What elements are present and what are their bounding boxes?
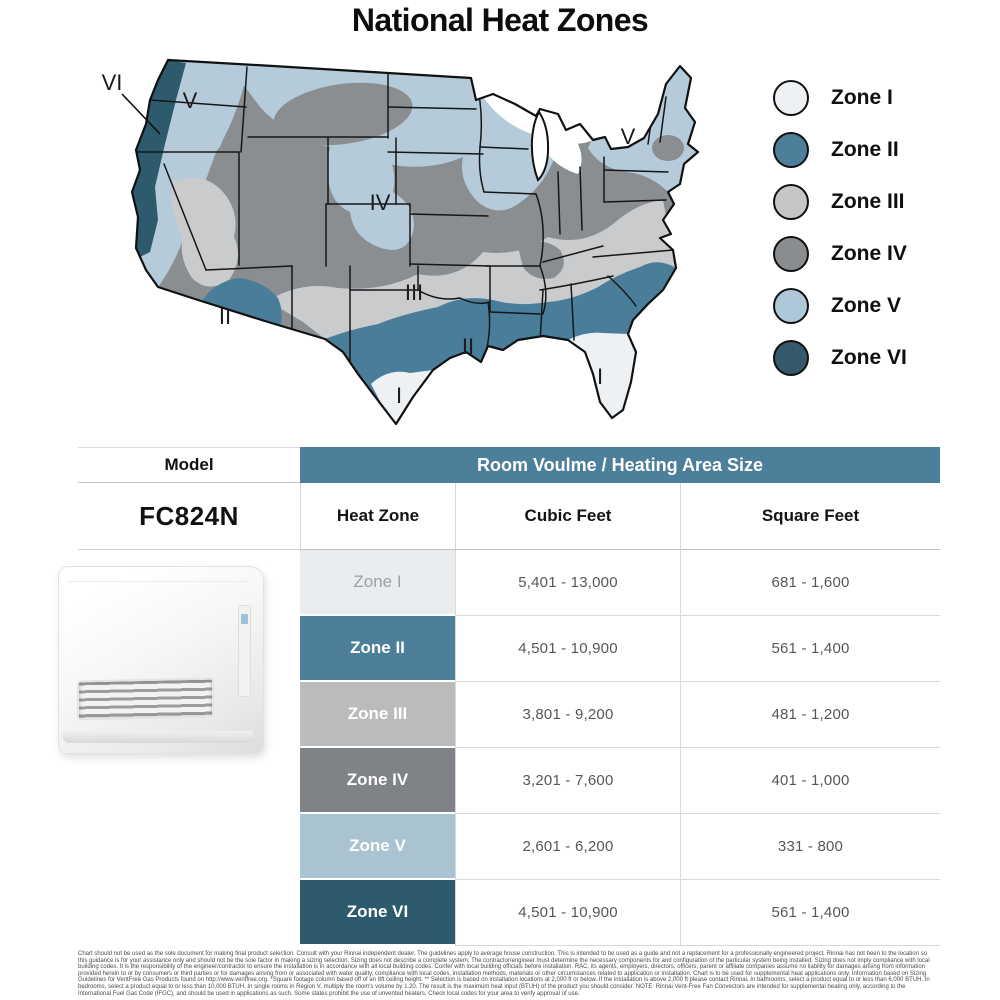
disclaimer-text: Chart should not be used as the sole document for making final product selection. Consult with your Rinnai independent dealer. The guidelines apply to average house construction. This is intended to be used as a guide and not a replacement for a professionally engineered project. Rinnai has not been to the location so this guidance is for your assistance only and should not be the sole factor in making a sizing selection. Sizing does not describe a complete system. The contractor/engineer must determine the necessary components for and configuration of the particular system being installed. Sizing does not imply compliance with local building codes. It is the responsibility of the engineer/contractor to ensure the installation is in accordance with all local building codes. Confer with local building officials before installation. RAC, its agents, employers, directors, officers, parent or affiliate companies assume no liability for damages arising from information provided herein to or by consumers or third parties or for damages arising from or associated with water quality, compliance with local codes, installation methods, materials or other circumstances related to application or installation. Chart is to be used for supplemental heat applications only. Information based on Sizing Guidelines for VentFree Gas Products found on http://www.ventfree.org. *Square footage column based off of an 8ft ceiling height. ** Selection is based on installation locations at 2,000 ft or below. If the installation is above 2,000 ft please contact Rinnai. In bathrooms, select a product equal to or less than 6,000 BTUH. In bedrooms, select a product equal to or less than 10,000 BTUH. In single rooms in Region V, multiply the room's volume by 1.20. The result is the maximum heat input (BTUH) of the product you should consider. NOTE: Rinnai Vent-Free Fan Convectors are intended for supplemental heating only, according to the International Fuel Gas Code (IFGC), and should be used in applications as such. Some states prohibit the use of unvented heaters. Check local codes for your area to verify approval of use. — [78, 951, 930, 997]
zone-iv-square-feet: 401 - 1,000 — [680, 748, 940, 814]
heater-base — [63, 731, 253, 743]
heater-product-image — [58, 566, 270, 764]
legend-item-zone-6 — [773, 340, 907, 376]
zone-iv-newengland-blob — [652, 135, 684, 161]
map-label-ii-south: II — [461, 334, 475, 359]
us-heat-zone-map — [88, 52, 778, 447]
zone-ii-square-feet: 561 - 1,400 — [680, 616, 940, 682]
column-header-heat-zone: Heat Zone — [300, 483, 455, 550]
heater-grille — [77, 678, 214, 721]
zone-i-cubic-feet: 5,401 - 13,000 — [455, 550, 680, 616]
map-label-ii-west: II — [218, 304, 232, 329]
legend-item-zone-5 — [773, 288, 907, 324]
legend-label: Zone III — [831, 190, 905, 213]
zone-v-square-feet: 331 - 800 — [680, 814, 940, 880]
map-label-i-florida: I — [596, 364, 604, 389]
map-label-vi: VI — [101, 70, 123, 95]
zone-3-swatch-icon — [773, 184, 809, 220]
zone-i-cell: Zone I — [300, 550, 455, 616]
zone-vi-cubic-feet: 4,501 - 10,900 — [455, 880, 680, 946]
zone-iii-square-feet: 481 - 1,200 — [680, 682, 940, 748]
us-map-svg — [88, 52, 778, 447]
heater-seam — [67, 581, 249, 582]
zone-legend — [773, 80, 907, 392]
page-title: National Heat Zones — [351, 2, 649, 38]
zone-iii-cell: Zone III — [300, 682, 455, 748]
zone-6-swatch-icon — [773, 340, 809, 376]
zone-iv-cubic-feet: 3,201 - 7,600 — [455, 748, 680, 814]
zone-i-square-feet: 681 - 1,600 — [680, 550, 940, 616]
map-label-v-east: V — [620, 124, 636, 149]
zone-5-swatch-icon — [773, 288, 809, 324]
map-label-i-texas: I — [395, 383, 403, 408]
zone-1-swatch-icon — [773, 80, 809, 116]
zone-iv-cell: Zone IV — [300, 748, 455, 814]
column-header-cubic-feet: Cubic Feet — [455, 483, 680, 550]
legend-item-zone-2 — [773, 132, 907, 168]
map-label-v-west: V — [182, 88, 198, 113]
model-column-header: Model — [78, 447, 300, 483]
heater-panel-sticker — [241, 614, 248, 624]
model-number: FC824N — [78, 483, 300, 550]
legend-label: Zone I — [831, 86, 893, 109]
heater-control-panel — [238, 605, 251, 697]
zone-vi-square-feet: 561 - 1,400 — [680, 880, 940, 946]
legend-label: Zone IV — [831, 242, 907, 265]
legend-label: Zone II — [831, 138, 899, 161]
legend-item-zone-1 — [773, 80, 907, 116]
zone-v-cubic-feet: 2,601 - 6,200 — [455, 814, 680, 880]
zone-2-swatch-icon — [773, 132, 809, 168]
legend-item-zone-3 — [773, 184, 907, 220]
column-header-square-feet: Square Feet — [680, 483, 940, 550]
zone-vi-cell: Zone VI — [300, 880, 455, 946]
room-volume-group-header: Room Voulme / Heating Area Size — [300, 447, 940, 483]
zone-ii-cell: Zone II — [300, 616, 455, 682]
zone-v-cell: Zone V — [300, 814, 455, 880]
legend-label: Zone VI — [831, 346, 907, 369]
zone-ii-cubic-feet: 4,501 - 10,900 — [455, 616, 680, 682]
map-label-iii: III — [404, 280, 424, 305]
heater-body — [58, 566, 264, 754]
zone-4-swatch-icon — [773, 236, 809, 272]
zone-iii-cubic-feet: 3,801 - 9,200 — [455, 682, 680, 748]
legend-item-zone-4 — [773, 236, 907, 272]
legend-label: Zone V — [831, 294, 902, 317]
map-label-iv: IV — [369, 190, 391, 215]
